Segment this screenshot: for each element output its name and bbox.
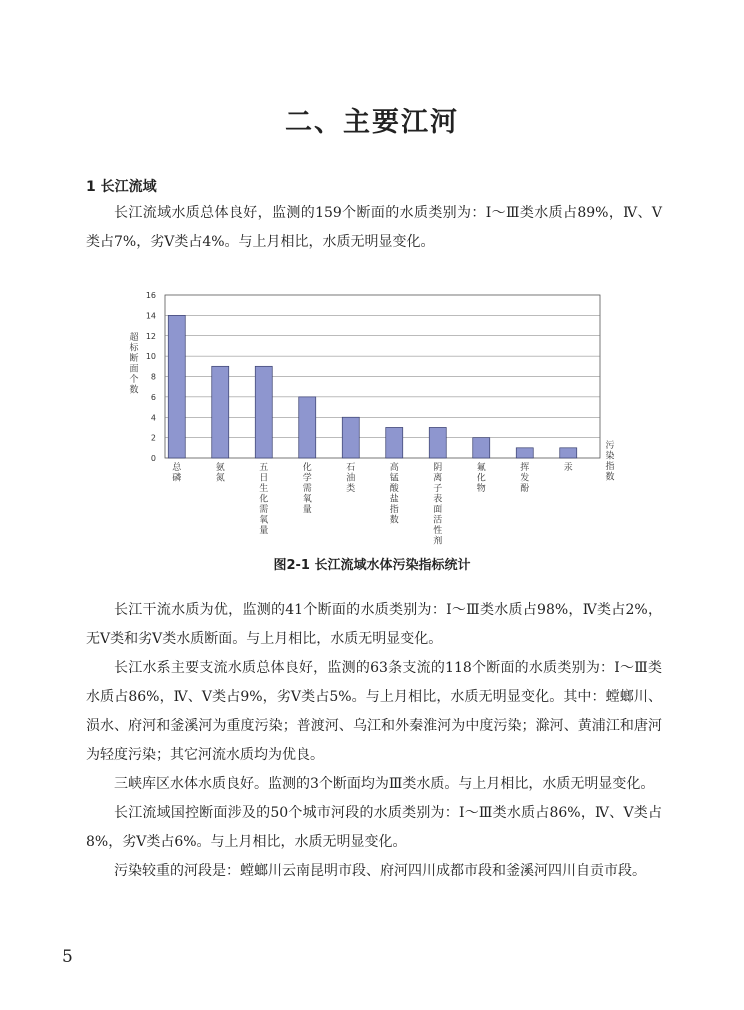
x-tick-label: 高锰酸盐指数 (389, 463, 399, 526)
x-tick-label: 汞 (563, 463, 573, 473)
x-tick-label: 总磷 (172, 463, 182, 484)
paragraph: 长江流域水质总体良好，监测的159个断面的水质类别为：Ⅰ～Ⅲ类水质占89%，Ⅳ、Ⅴ类占7%，劣Ⅴ类占4%。与上月相比，水质无明显变化。 (86, 205, 662, 250)
x-tick-label: 挥发酚 (520, 463, 530, 494)
y-tick-label: 16 (145, 291, 156, 300)
x-axis-label: 污染指数 (605, 441, 615, 483)
section-heading: 1 长江流域 (86, 179, 157, 195)
bar (299, 397, 316, 458)
x-tick-label: 氟化物 (476, 463, 486, 494)
y-tick-label: 0 (150, 454, 156, 463)
paragraph: 三峡库区水体水质良好。监测的3个断面均为Ⅲ类水质。与上月相比，水质无明显变化。 (114, 776, 655, 792)
x-tick-label: 五日生化需氧量 (259, 463, 269, 536)
bar-chart (110, 286, 630, 547)
bar (386, 427, 403, 458)
y-tick-label: 2 (150, 433, 156, 443)
paragraph: 长江流域国控断面涉及的50个城市河段的水质类别为：Ⅰ～Ⅲ类水质占86%，Ⅳ、Ⅴ类占8%，劣Ⅴ类占6%。与上月相比，水质无明显变化。 (86, 805, 662, 850)
x-tick-label: 化学需氧量 (302, 463, 312, 515)
paragraph: 长江干流水质为优，监测的41个断面的水质类别为：Ⅰ～Ⅲ类水质占98%，Ⅳ类占2%，无Ⅴ类和劣Ⅴ类水质断面。与上月相比，水质无明显变化。 (86, 602, 662, 647)
y-tick-label: 8 (150, 372, 156, 382)
bar (342, 417, 359, 458)
y-tick-label: 10 (145, 352, 156, 362)
bar (560, 448, 577, 458)
x-tick-label: 氨氮 (215, 463, 225, 484)
bar (255, 366, 272, 458)
bar (168, 315, 185, 458)
y-tick-label: 4 (150, 413, 156, 423)
y-tick-label: 14 (145, 311, 156, 321)
bar (429, 427, 446, 458)
bar (212, 366, 229, 458)
bar (473, 438, 490, 458)
paragraph: 长江水系主要支流水质总体良好，监测的63条支流的118个断面的水质类别为：Ⅰ～Ⅲ类水质占86%，Ⅳ、Ⅴ类占9%，劣Ⅴ类占5%。与上月相比，水质无明显变化。其中：螳螂川、涢水、府河和釜溪河为重度污染；普渡河、乌江和外秦淮河为中度污染；滁河、黄浦江和唐河为轻度污染；其它河流水质均为优良。 (86, 660, 662, 763)
y-axis-label: 超标断面个数 (129, 333, 139, 396)
figure-caption: 图2-1 长江流域水体污染指标统计 (273, 558, 471, 573)
bar (516, 448, 533, 458)
y-tick-label: 12 (145, 331, 156, 341)
page-title: 二、主要江河 (285, 107, 459, 138)
x-tick-label: 石油类 (346, 463, 356, 494)
page-number: 5 (62, 947, 73, 967)
x-tick-label: 阴离子表面活性剂 (433, 463, 443, 547)
y-tick-label: 6 (150, 392, 156, 402)
paragraph: 污染较重的河段是：螳螂川云南昆明市段、府河四川成都市段和釜溪河四川自贡市段。 (114, 863, 646, 879)
